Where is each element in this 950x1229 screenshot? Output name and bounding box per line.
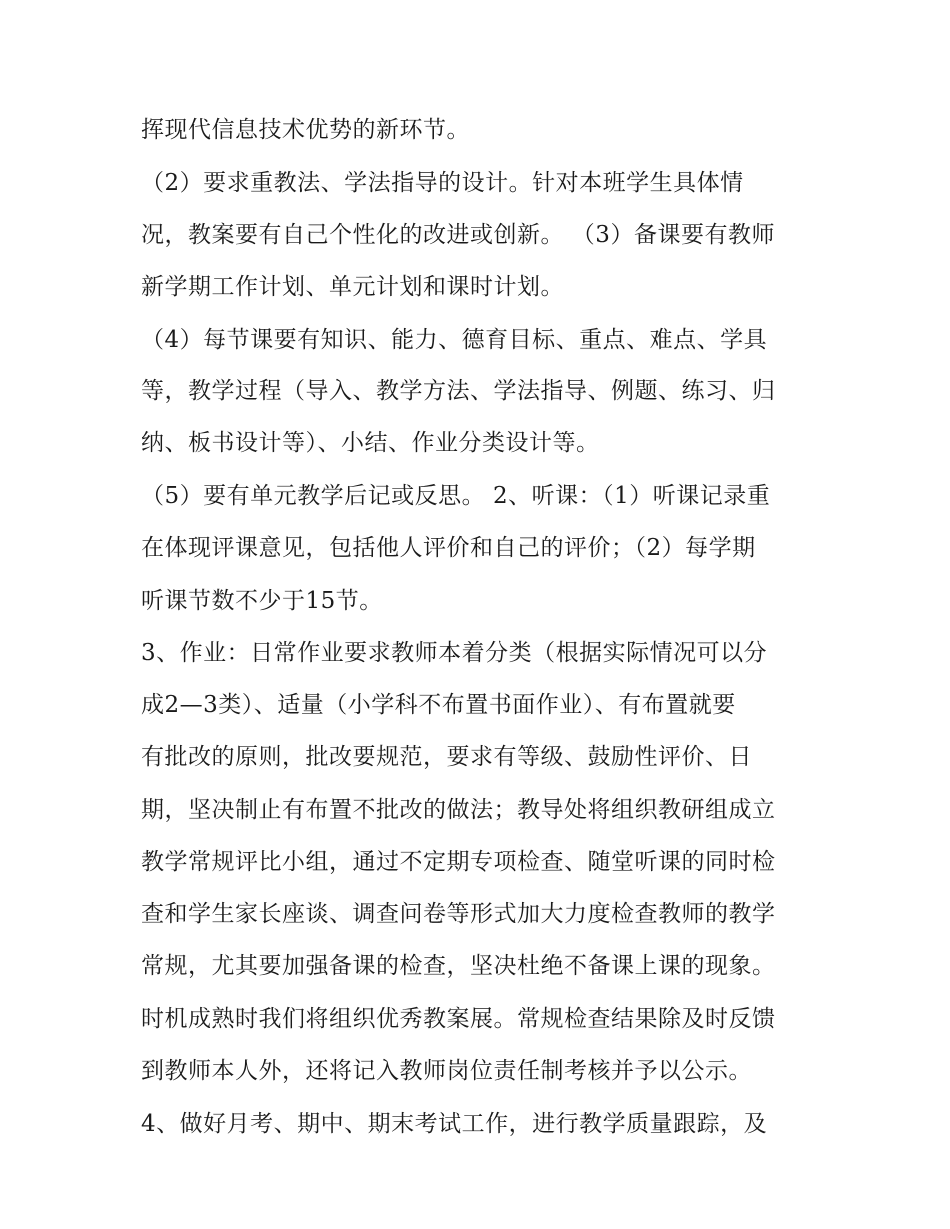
text-line: 到教师本人外，还将记入教师岗位责任制考核并予以公示。: [141, 1058, 752, 1084]
text-line: 新学期工作计划、单元计划和课时计划。: [141, 274, 564, 300]
text-line: 等，教学过程（导入、教学方法、学法指导、例题、练习、归: [141, 378, 776, 404]
text-line: （4）每节课要有知识、能力、德育目标、重点、难点、学具: [141, 327, 768, 353]
text-line: 有批改的原则，批改要规范，要求有等级、鼓励性评价、日: [141, 744, 752, 770]
text-line: 在体现评课意见，包括他人评价和自己的评价；（2）每学期: [141, 535, 756, 561]
text-line: （2）要求重教法、学法指导的设计。针对本班学生具体情: [141, 170, 744, 196]
text-line: 况，教案要有自己个性化的改进或创新。 （3）备课要有教师: [141, 222, 775, 248]
text-line: 挥现代信息技术优势的新环节。: [141, 117, 470, 143]
text-line: 成2—3类）、适量（小学科不布置书面作业）、有布置就要: [141, 692, 736, 718]
text-line: 期，坚决制止有布置不批改的做法；教导处将组织教研组成立: [141, 797, 776, 823]
text-line: 时机成熟时我们将组织优秀教案展。常规检查结果除及时反馈: [141, 1006, 776, 1032]
text-line: 常规，尤其要加强备课的检查，坚决杜绝不备课上课的现象。: [141, 953, 776, 979]
text-line: 教学常规评比小组，通过不定期专项检查、随堂听课的同时检: [141, 849, 776, 875]
text-line: 4、做好月考、期中、期末考试工作，进行教学质量跟踪，及: [141, 1111, 768, 1137]
text-line: 查和学生家长座谈、调查问卷等形式加大力度检查教师的教学: [141, 901, 776, 927]
text-line: 3、作业：日常作业要求教师本着分类（根据实际情况可以分: [141, 640, 768, 666]
text-line: （5）要有单元教学后记或反思。 2、听课：（1）听课记录重: [141, 483, 771, 509]
text-line: 纳、板书设计等）、小结、作业分类设计等。: [141, 430, 600, 456]
text-line: 听课节数不少于15节。: [141, 588, 383, 614]
